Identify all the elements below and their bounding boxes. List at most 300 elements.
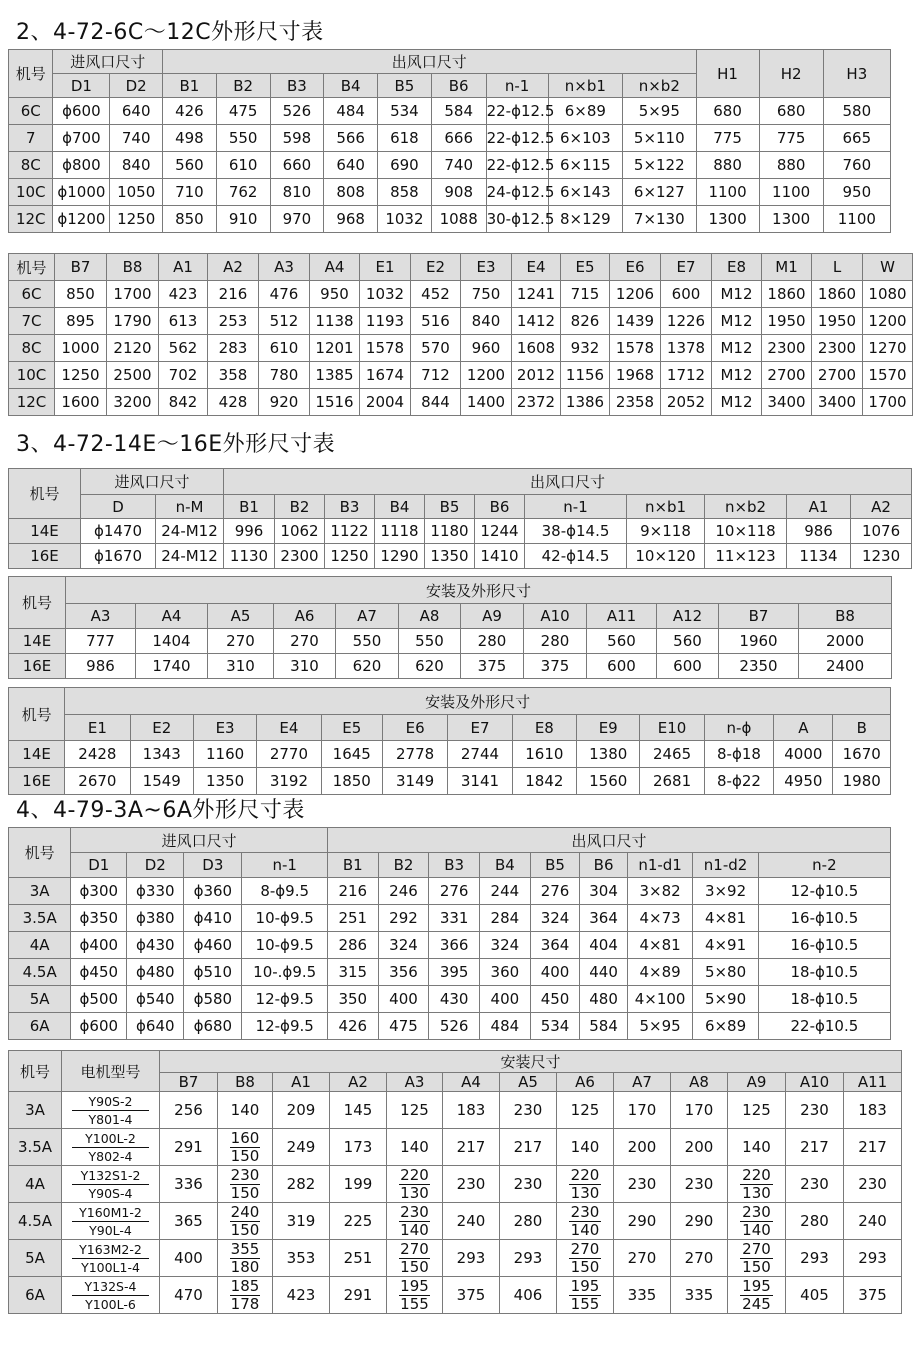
table-row bbox=[9, 932, 891, 959]
header-cell: H3 bbox=[823, 50, 890, 98]
table-cell: 230 bbox=[786, 1092, 844, 1129]
table-cell: 1404 bbox=[136, 629, 208, 654]
table-cell: 1250 bbox=[55, 362, 107, 389]
table-cell: 1380 bbox=[577, 741, 640, 768]
header-cell: n×b2 bbox=[705, 495, 787, 519]
table-cell: ϕ1670 bbox=[81, 544, 156, 569]
header-cell: M1 bbox=[762, 254, 812, 281]
table-cell: 2465 bbox=[640, 741, 704, 768]
header-machine-no: 机号 bbox=[9, 577, 66, 629]
table-cell: 2428 bbox=[65, 741, 130, 768]
table-cell: 1960 bbox=[719, 629, 799, 654]
table-row bbox=[9, 986, 891, 1013]
stacked-value: 240 bbox=[230, 1202, 260, 1221]
stacked-value: 130 bbox=[400, 1183, 429, 1202]
table-cell: 315 bbox=[327, 959, 378, 986]
table-cell: 12-ϕ9.5 bbox=[242, 1013, 328, 1040]
table-cell: 584 bbox=[580, 1013, 628, 1040]
header-cell: B6 bbox=[431, 74, 486, 98]
table-cell: 10-ϕ9.5 bbox=[242, 932, 328, 959]
table-cell: 584 bbox=[431, 98, 486, 125]
table-row bbox=[9, 1013, 891, 1040]
motor-model: Y801-4 bbox=[88, 1111, 133, 1127]
table-row bbox=[9, 152, 891, 179]
table-cell: 360 bbox=[480, 959, 531, 986]
table-cell: 426 bbox=[163, 98, 217, 125]
table-4-72-14e-16e-install-e bbox=[8, 687, 891, 795]
table-cell: 280 bbox=[524, 629, 587, 654]
table-cell: 8-ϕ18 bbox=[704, 741, 773, 768]
table-cell: 826 bbox=[561, 308, 610, 335]
table-cell: ϕ450 bbox=[71, 959, 127, 986]
table-row bbox=[9, 629, 892, 654]
table-cell: 550 bbox=[216, 125, 270, 152]
header-cell: E6 bbox=[610, 254, 661, 281]
table-cell: 1980 bbox=[833, 768, 891, 795]
header-inlet: 进风口尺寸 bbox=[81, 469, 224, 495]
table-cell: 270 bbox=[614, 1240, 671, 1277]
table-cell: 498 bbox=[163, 125, 217, 152]
header-cell: n-1 bbox=[525, 495, 627, 519]
stacked-value: 150 bbox=[230, 1183, 260, 1202]
header-cell: E7 bbox=[448, 715, 512, 741]
table-cell: 880 bbox=[759, 152, 823, 179]
table-cell: 1712 bbox=[661, 362, 712, 389]
table-cell: 1160 bbox=[193, 741, 256, 768]
header-install: 安装及外形尺寸 bbox=[65, 688, 891, 715]
table-cell: 1088 bbox=[431, 206, 486, 233]
table-cell: 1385 bbox=[310, 362, 360, 389]
table-cell: ϕ330 bbox=[127, 878, 184, 905]
table-cell: 1850 bbox=[321, 768, 382, 795]
table-cell: 880 bbox=[696, 152, 759, 179]
table-row bbox=[9, 519, 912, 544]
table-cell: 4×81 bbox=[693, 905, 758, 932]
table-cell: 2004 bbox=[360, 389, 411, 416]
table-cell: 276 bbox=[429, 878, 480, 905]
header-cell: A bbox=[774, 715, 833, 741]
header-cell: B8 bbox=[218, 1073, 273, 1092]
table-cell: 5×95 bbox=[623, 98, 696, 125]
table-cell: 8-ϕ22 bbox=[704, 768, 773, 795]
table-cell: 762 bbox=[216, 179, 270, 206]
header-cell: E2 bbox=[130, 715, 193, 741]
table-cell: M12 bbox=[712, 389, 762, 416]
header-cell: A2 bbox=[330, 1073, 387, 1092]
table-cell: ϕ700 bbox=[53, 125, 110, 152]
table-cell: 470 bbox=[160, 1277, 218, 1314]
table-cell: 1100 bbox=[696, 179, 759, 206]
table-cell: 251 bbox=[330, 1240, 387, 1277]
header-cell: B7 bbox=[719, 604, 799, 629]
table-cell: 292 bbox=[378, 905, 429, 932]
table-cell: 10-.ϕ9.5 bbox=[242, 959, 328, 986]
table-cell: 1608 bbox=[512, 335, 561, 362]
table-cell: 740 bbox=[110, 125, 163, 152]
table-cell: 310 bbox=[274, 654, 336, 679]
table-cell: 11×123 bbox=[705, 544, 787, 569]
table-cell: 560 bbox=[657, 629, 719, 654]
header-motor-model: 电机型号 bbox=[62, 1051, 160, 1092]
table-cell: 216 bbox=[208, 281, 259, 308]
table-cell: ϕ680 bbox=[184, 1013, 242, 1040]
table-row bbox=[9, 179, 891, 206]
table-cell: 640 bbox=[110, 98, 163, 125]
table-cell: 290 bbox=[614, 1203, 671, 1240]
header-cell: n×b1 bbox=[627, 495, 705, 519]
stacked-cell bbox=[557, 1277, 614, 1314]
table-cell: 4×100 bbox=[627, 986, 692, 1013]
machine-no: 4A bbox=[9, 1166, 62, 1203]
table-cell: 405 bbox=[786, 1277, 844, 1314]
table-cell: 1578 bbox=[360, 335, 411, 362]
header-cell: E5 bbox=[321, 715, 382, 741]
table-cell: 666 bbox=[431, 125, 486, 152]
table-cell: 284 bbox=[480, 905, 531, 932]
table-cell: 14E bbox=[9, 741, 65, 768]
table-cell: 358 bbox=[208, 362, 259, 389]
table-cell: 291 bbox=[330, 1277, 387, 1314]
table-cell: 319 bbox=[273, 1203, 330, 1240]
header-cell: A9 bbox=[461, 604, 524, 629]
table-cell: 600 bbox=[657, 654, 719, 679]
table-cell: 475 bbox=[216, 98, 270, 125]
table-cell: 960 bbox=[461, 335, 512, 362]
table-row bbox=[9, 768, 891, 795]
table-cell: 6A bbox=[9, 1013, 71, 1040]
table-cell: 400 bbox=[480, 986, 531, 1013]
table-cell: 1118 bbox=[375, 519, 425, 544]
table-cell: 16E bbox=[9, 654, 66, 679]
table-cell: ϕ510 bbox=[184, 959, 242, 986]
table-cell: 1100 bbox=[759, 179, 823, 206]
table-cell: 560 bbox=[163, 152, 217, 179]
header-cell: D1 bbox=[53, 74, 110, 98]
table-cell: 400 bbox=[378, 986, 429, 1013]
table-cell: 16-ϕ10.5 bbox=[758, 905, 890, 932]
table-cell: 1378 bbox=[661, 335, 712, 362]
table-cell: 24-M12 bbox=[156, 544, 224, 569]
table-cell: 16-ϕ10.5 bbox=[758, 932, 890, 959]
header-cell: A7 bbox=[336, 604, 399, 629]
stacked-cell bbox=[218, 1240, 273, 1277]
header-cell: E3 bbox=[193, 715, 256, 741]
header-machine-no: 机号 bbox=[9, 828, 71, 878]
header-cell: E8 bbox=[512, 715, 576, 741]
table-cell: 8C bbox=[9, 152, 53, 179]
table-cell: 780 bbox=[259, 362, 310, 389]
table-cell: 996 bbox=[224, 519, 275, 544]
table-cell: 366 bbox=[429, 932, 480, 959]
motor-model-cell bbox=[62, 1277, 160, 1314]
header-cell: A8 bbox=[399, 604, 461, 629]
table-cell: 2300 bbox=[762, 335, 812, 362]
table-cell: M12 bbox=[712, 281, 762, 308]
header-cell: A10 bbox=[786, 1073, 844, 1092]
table-cell: 280 bbox=[461, 629, 524, 654]
table-cell: 452 bbox=[411, 281, 461, 308]
stacked-cell bbox=[387, 1203, 443, 1240]
table-cell: 570 bbox=[411, 335, 461, 362]
table-cell: 1180 bbox=[425, 519, 475, 544]
table-cell: 3×92 bbox=[693, 878, 758, 905]
table-cell: 4×89 bbox=[627, 959, 692, 986]
table-cell: 246 bbox=[378, 878, 429, 905]
table-cell: 970 bbox=[270, 206, 324, 233]
table-cell: 7C bbox=[9, 308, 55, 335]
table-cell: 6×89 bbox=[693, 1013, 758, 1040]
table-cell: 375 bbox=[443, 1277, 500, 1314]
table-cell: ϕ480 bbox=[127, 959, 184, 986]
stacked-value: 155 bbox=[400, 1294, 429, 1313]
header-cell: D1 bbox=[71, 853, 127, 878]
table-cell: 512 bbox=[259, 308, 310, 335]
stacked-value: 270 bbox=[740, 1241, 773, 1259]
table-cell: 526 bbox=[429, 1013, 480, 1040]
motor-model-cell bbox=[62, 1092, 160, 1129]
table-cell: 395 bbox=[429, 959, 480, 986]
stacked-value: 160 bbox=[230, 1128, 260, 1147]
table-cell: 1516 bbox=[310, 389, 360, 416]
table-row bbox=[9, 98, 891, 125]
header-cell: A1 bbox=[273, 1073, 330, 1092]
table-cell: 335 bbox=[614, 1277, 671, 1314]
stacked-cell bbox=[218, 1203, 273, 1240]
table-cell: 209 bbox=[273, 1092, 330, 1129]
table-cell: 364 bbox=[530, 932, 580, 959]
header-cell: A8 bbox=[671, 1073, 728, 1092]
table-cell: 2300 bbox=[275, 544, 325, 569]
table-cell: 8×129 bbox=[548, 206, 622, 233]
table-cell: 12-ϕ9.5 bbox=[242, 986, 328, 1013]
table-cell: 1290 bbox=[375, 544, 425, 569]
stacked-value: 140 bbox=[742, 1220, 771, 1239]
table-cell: 2670 bbox=[65, 768, 130, 795]
header-outlet: 出风口尺寸 bbox=[163, 50, 696, 74]
table-cell: 18-ϕ10.5 bbox=[758, 959, 890, 986]
table-cell: 230 bbox=[500, 1166, 557, 1203]
table-cell: 2700 bbox=[762, 362, 812, 389]
table-cell: 1200 bbox=[461, 362, 512, 389]
table-cell: 1700 bbox=[863, 389, 913, 416]
table-cell: 5×80 bbox=[693, 959, 758, 986]
table-4-72-6c-12c-install bbox=[8, 253, 913, 416]
header-cell: E2 bbox=[411, 254, 461, 281]
table-row bbox=[9, 1129, 902, 1166]
table-cell: 2681 bbox=[640, 768, 704, 795]
header-cell: n×b2 bbox=[623, 74, 696, 98]
table-cell: 400 bbox=[530, 959, 580, 986]
table-cell: 18-ϕ10.5 bbox=[758, 986, 890, 1013]
table-cell: 5×110 bbox=[623, 125, 696, 152]
table-cell: M12 bbox=[712, 335, 762, 362]
table-cell: 170 bbox=[614, 1092, 671, 1129]
table-cell: 600 bbox=[587, 654, 657, 679]
table-cell: 600 bbox=[661, 281, 712, 308]
table-cell: ϕ640 bbox=[127, 1013, 184, 1040]
machine-no: 3.5A bbox=[9, 1129, 62, 1166]
table-cell: 610 bbox=[259, 335, 310, 362]
stacked-value: 220 bbox=[570, 1165, 600, 1184]
table-cell: M12 bbox=[712, 362, 762, 389]
table-cell: 3×82 bbox=[627, 878, 692, 905]
table-cell: 3149 bbox=[382, 768, 447, 795]
table-cell: 4×91 bbox=[693, 932, 758, 959]
table-cell: 750 bbox=[461, 281, 512, 308]
stacked-cell bbox=[557, 1166, 614, 1203]
table-cell: 2400 bbox=[799, 654, 892, 679]
header-cell: A6 bbox=[557, 1073, 614, 1092]
stacked-cell bbox=[387, 1166, 443, 1203]
table-cell: 10×120 bbox=[627, 544, 705, 569]
table-row bbox=[9, 389, 913, 416]
header-cell: B2 bbox=[275, 495, 325, 519]
table-4-72-14e-16e-install-a bbox=[8, 576, 892, 679]
stacked-value: 178 bbox=[230, 1294, 260, 1313]
motor-model: Y160M1-2 bbox=[72, 1204, 149, 1222]
table-cell: 895 bbox=[55, 308, 107, 335]
table-cell: 10×118 bbox=[705, 519, 787, 544]
header-cell: H2 bbox=[759, 50, 823, 98]
header-cell: n-2 bbox=[758, 853, 890, 878]
table-row bbox=[9, 125, 891, 152]
table-cell: 4950 bbox=[774, 768, 833, 795]
header-cell: B3 bbox=[325, 495, 375, 519]
table-cell: 4A bbox=[9, 932, 71, 959]
table-cell: 6C bbox=[9, 281, 55, 308]
table-row bbox=[9, 1203, 902, 1240]
table-cell: 430 bbox=[429, 986, 480, 1013]
table-cell: 1100 bbox=[823, 206, 890, 233]
table-row bbox=[9, 959, 891, 986]
table-cell: 283 bbox=[208, 335, 259, 362]
table-cell: 2052 bbox=[661, 389, 712, 416]
table-cell: 1080 bbox=[863, 281, 913, 308]
table-cell: 375 bbox=[461, 654, 524, 679]
motor-model: Y132S-4 bbox=[72, 1278, 149, 1296]
table-cell: 950 bbox=[823, 179, 890, 206]
table-cell: 842 bbox=[159, 389, 208, 416]
table-row bbox=[9, 544, 912, 569]
header-cell: D3 bbox=[184, 853, 242, 878]
table-row bbox=[9, 362, 913, 389]
table-cell: ϕ300 bbox=[71, 878, 127, 905]
header-cell: A3 bbox=[66, 604, 136, 629]
table-cell: 1412 bbox=[512, 308, 561, 335]
table-cell: 217 bbox=[500, 1129, 557, 1166]
header-cell: A4 bbox=[443, 1073, 500, 1092]
table-cell: 908 bbox=[431, 179, 486, 206]
table-cell: 353 bbox=[273, 1240, 330, 1277]
table-cell: 324 bbox=[530, 905, 580, 932]
header-cell: A3 bbox=[387, 1073, 443, 1092]
table-cell: 9×118 bbox=[627, 519, 705, 544]
table-cell: 364 bbox=[580, 905, 628, 932]
stacked-value: 230 bbox=[740, 1204, 773, 1222]
table-cell: 1860 bbox=[762, 281, 812, 308]
table-cell: 566 bbox=[324, 125, 378, 152]
table-cell: 253 bbox=[208, 308, 259, 335]
header-cell: B8 bbox=[107, 254, 159, 281]
table-cell: 10-ϕ9.5 bbox=[242, 905, 328, 932]
header-cell: B1 bbox=[163, 74, 217, 98]
header-cell: E1 bbox=[360, 254, 411, 281]
table-cell: 173 bbox=[330, 1129, 387, 1166]
table-cell: 217 bbox=[443, 1129, 500, 1166]
motor-model-cell bbox=[62, 1240, 160, 1277]
table-cell: 125 bbox=[728, 1092, 786, 1129]
stacked-value: 245 bbox=[742, 1294, 771, 1313]
table-cell: 986 bbox=[66, 654, 136, 679]
header-cell: W bbox=[863, 254, 913, 281]
table-cell: 280 bbox=[786, 1203, 844, 1240]
table-cell: 844 bbox=[411, 389, 461, 416]
stacked-cell bbox=[218, 1277, 273, 1314]
table-cell: ϕ360 bbox=[184, 878, 242, 905]
table-cell: 230 bbox=[671, 1166, 728, 1203]
table-cell: 400 bbox=[160, 1240, 218, 1277]
table-cell: 200 bbox=[671, 1129, 728, 1166]
table-cell: 404 bbox=[580, 932, 628, 959]
table-cell: 5×122 bbox=[623, 152, 696, 179]
stacked-cell bbox=[387, 1240, 443, 1277]
header-cell: B7 bbox=[160, 1073, 218, 1092]
table-cell: 1241 bbox=[512, 281, 561, 308]
table-cell: 240 bbox=[844, 1203, 902, 1240]
table-cell: 475 bbox=[378, 1013, 429, 1040]
header-cell: B5 bbox=[378, 74, 432, 98]
table-cell: 1138 bbox=[310, 308, 360, 335]
table-cell: 690 bbox=[378, 152, 432, 179]
table-cell: 270 bbox=[274, 629, 336, 654]
section2-title: 2、4-72-6C～12C外形尺寸表 bbox=[16, 20, 324, 45]
header-machine-no: 机号 bbox=[9, 1051, 62, 1092]
table-cell: 3400 bbox=[812, 389, 863, 416]
table-cell: 702 bbox=[159, 362, 208, 389]
table-cell: 2500 bbox=[107, 362, 159, 389]
header-cell: A3 bbox=[259, 254, 310, 281]
table-cell: 140 bbox=[728, 1129, 786, 1166]
header-cell: B7 bbox=[55, 254, 107, 281]
stacked-value: 195 bbox=[400, 1276, 429, 1295]
table-cell: 1670 bbox=[833, 741, 891, 768]
motor-model: Y100L-6 bbox=[85, 1296, 136, 1312]
stacked-cell bbox=[218, 1166, 273, 1203]
table-cell: 1950 bbox=[812, 308, 863, 335]
table-cell: 290 bbox=[671, 1203, 728, 1240]
stacked-cell bbox=[557, 1203, 614, 1240]
table-4-79-3a-6a-install bbox=[8, 1050, 902, 1314]
table-cell: 1790 bbox=[107, 308, 159, 335]
table-cell: 276 bbox=[530, 878, 580, 905]
table-cell: 22-ϕ12.5 bbox=[486, 98, 548, 125]
table-cell: 423 bbox=[159, 281, 208, 308]
table-row bbox=[9, 654, 892, 679]
table-cell: 665 bbox=[823, 125, 890, 152]
table-cell: 38-ϕ14.5 bbox=[525, 519, 627, 544]
table-cell: 1076 bbox=[851, 519, 912, 544]
header-install: 安装及外形尺寸 bbox=[66, 577, 892, 604]
table-cell: 484 bbox=[480, 1013, 531, 1040]
table-cell: 293 bbox=[500, 1240, 557, 1277]
table-cell: 286 bbox=[327, 932, 378, 959]
table-cell: 2012 bbox=[512, 362, 561, 389]
header-cell: E10 bbox=[640, 715, 704, 741]
table-cell: 230 bbox=[443, 1166, 500, 1203]
table-cell: ϕ600 bbox=[71, 1013, 127, 1040]
table-cell: 775 bbox=[696, 125, 759, 152]
table-cell: 10C bbox=[9, 362, 55, 389]
